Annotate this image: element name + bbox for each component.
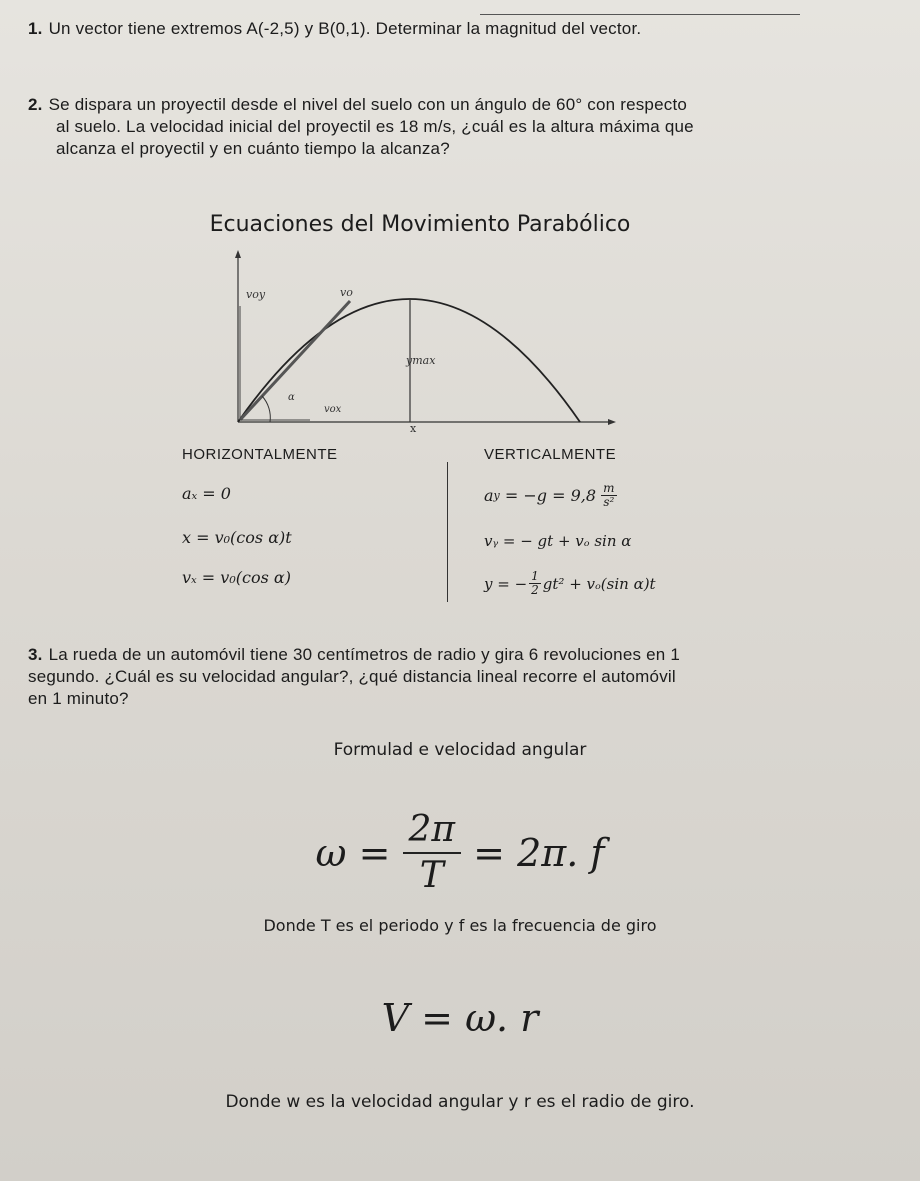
formula-fraction bbox=[403, 808, 462, 898]
question-2-number: 2. bbox=[28, 95, 43, 114]
question-2-line-2: al suelo. La velocidad inicial del proyectil es 18 m/s, ¿cuál es la altura máxima que bbox=[56, 117, 694, 136]
question-2-line-3: alcanza el proyectil y en cuánto tiempo la alcanza? bbox=[56, 139, 450, 158]
question-1-text-c: . Determinar la magnitud del vector. bbox=[365, 19, 642, 38]
question-1-text-a: Un vector tiene extremos bbox=[48, 19, 247, 38]
point-a: A(-2,5) bbox=[246, 19, 300, 38]
horizontal-eq-2: x = v₀(cos α)t bbox=[182, 528, 292, 547]
vertical-eq-1-b: = −g = 9,8 bbox=[499, 486, 602, 505]
vertical-heading: VERTICALMENTE bbox=[484, 446, 617, 463]
label-alpha: α bbox=[288, 392, 295, 403]
fraction-denominator-2: 2 bbox=[531, 583, 539, 597]
fraction-2pi: 2π bbox=[403, 808, 462, 854]
vertical-eq-2: vᵧ = − gt + vₒ sin α bbox=[484, 532, 632, 550]
angular-formula-1 bbox=[0, 808, 920, 898]
angle-arc bbox=[262, 396, 270, 422]
parabolic-title: Ecuaciones del Movimiento Parabólico bbox=[209, 212, 631, 237]
column-divider bbox=[447, 462, 448, 602]
vertical-eq-1 bbox=[484, 482, 617, 509]
horizontal-eq-1: aₓ = 0 bbox=[182, 484, 231, 503]
fraction-numerator-m: m bbox=[603, 481, 615, 495]
question-3 bbox=[28, 644, 680, 710]
fraction-numerator-1: 1 bbox=[531, 569, 539, 583]
vertical-eq-3-fraction bbox=[529, 570, 541, 597]
label-voy: voy bbox=[246, 288, 266, 301]
top-rule bbox=[480, 14, 800, 15]
angular-title: Formulad e velocidad angular bbox=[333, 740, 587, 760]
x-axis-arrow bbox=[608, 419, 616, 425]
velocity-vector-vo bbox=[240, 301, 350, 420]
vertical-eq-3-a: y = − bbox=[484, 574, 528, 593]
question-1-text-b: y bbox=[299, 19, 319, 38]
question-3-line-3: en 1 minuto? bbox=[28, 689, 129, 708]
fraction-T: T bbox=[419, 855, 444, 896]
label-vo: vo bbox=[340, 286, 353, 299]
question-3-line-1: La rueda de un automóvil tiene 30 centímetros de radio y gira 6 revoluciones en 1 bbox=[48, 645, 680, 664]
angular-note-1: Donde T es el periodo y f es la frecuencia de giro bbox=[263, 916, 657, 935]
point-b: B(0,1) bbox=[318, 19, 366, 38]
question-2-line-1: Se dispara un proyectil desde el nivel del suelo con un ángulo de 60° con respecto bbox=[48, 95, 688, 114]
horizontal-eq-3: vₓ = v₀(cos α) bbox=[182, 568, 291, 587]
vertical-eq-1-sub: y bbox=[493, 489, 500, 502]
question-3-line-2: segundo. ¿Cuál es su velocidad angular?, ¿qué distancia lineal recorre el automóvil bbox=[28, 667, 676, 686]
vertical-eq-1-a: a bbox=[484, 486, 494, 505]
question-1 bbox=[28, 18, 641, 40]
formula-omega: ω = bbox=[315, 831, 403, 875]
label-x: x bbox=[410, 422, 417, 435]
vertical-eq-1-fraction bbox=[601, 482, 616, 509]
vertical-eq-3 bbox=[484, 570, 656, 597]
angular-formula-2: V = ω. r bbox=[381, 996, 539, 1040]
fraction-denominator-s2: s² bbox=[603, 495, 615, 509]
question-3-number: 3. bbox=[28, 645, 43, 664]
trajectory-diagram bbox=[200, 246, 620, 446]
formula-rhs: = 2π. f bbox=[461, 831, 605, 875]
question-2 bbox=[28, 94, 694, 160]
angular-note-2: Donde w es la velocidad angular y r es el radio de giro. bbox=[225, 1092, 695, 1112]
label-vox: vox bbox=[324, 404, 342, 415]
y-axis-arrow bbox=[235, 250, 241, 258]
horizontal-heading: HORIZONTALMENTE bbox=[182, 446, 338, 463]
label-ymax: ymax bbox=[406, 354, 436, 367]
vertical-eq-3-b: gt² + vₒ(sin α)t bbox=[542, 574, 656, 593]
question-1-number: 1. bbox=[28, 19, 43, 38]
